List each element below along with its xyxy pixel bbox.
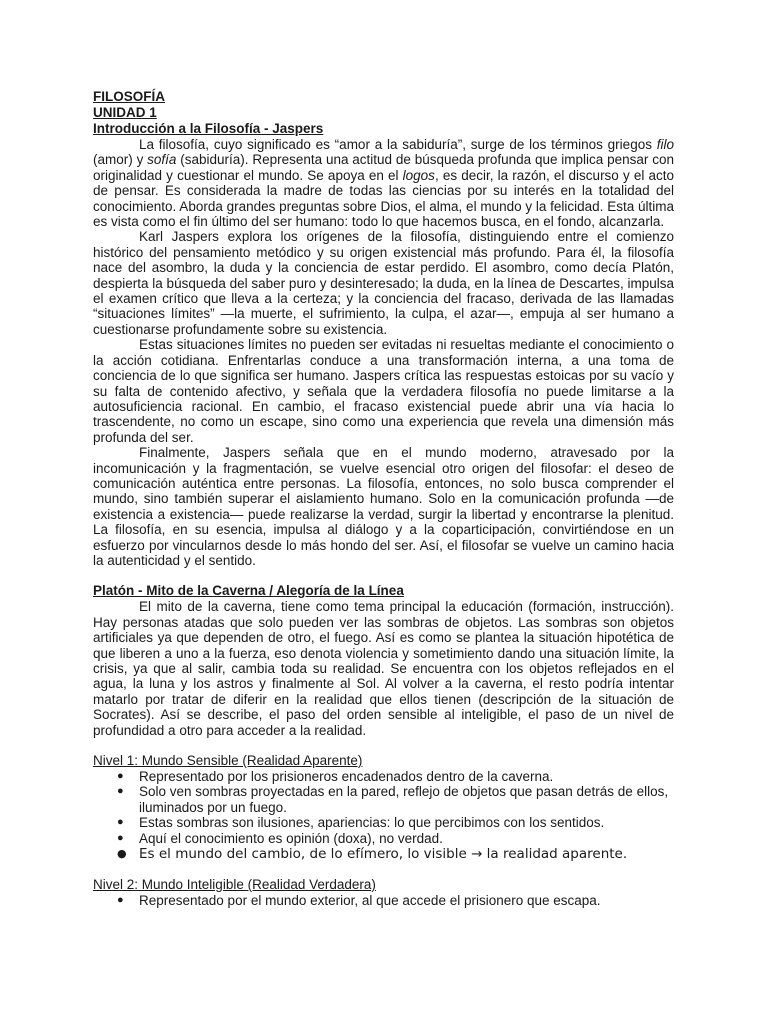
level-1-heading: Nivel 1: Mundo Sensible (Realidad Aparente) [93,753,363,769]
section-heading-jaspers: Introducción a la Filosofía - Jaspers [93,121,324,136]
paragraph-communication: Finalmente, Jaspers señala que en el mundo moderno, atravesado por la incomunicación y la fragmentación, se vuelve esencial otro origen del filosofar: el deseo de comunicación auténtica entre personas. La filosofía, entonces, no solo busca comprender el mundo, sino también superar el aislamiento humano. Solo en la comunicación profunda —de existencia a existencia— puede realizarse la verdad, surgir la libertad y encontrarse la plenitud. La filosofía, en su esencia, impulsa al diálogo y a la coparticipación, convirtiéndose en un esfuerzo por vincularnos desde lo más hondo del ser. Así, el filosofar se vuelve un camino hacia la autenticidad y el sentido. [93,445,674,568]
paragraph-caverna: El mito de la caverna, tiene como tema principal la educación (formación, instrucción). Hay personas atadas que solo pueden ver las sombras de objetos. Las sombras son objetos artificiales ya que dependen de otro, el fuego. Así es como se plantea la situación hipotética de que liberen a uno a la fuerza, eso denota violencia y sometimiento dando una situación límite, la crisis, ya que al salir, cambia toda su realidad. Se encuentra con los objetos reflejados en el agua, la luna y los astros y finalmente al Sol. Al volver a la caverna, el resto podría intentar matarlo por tratar de diferir en la realidad que ellos tienen (descripción de la situación de Socrates). Así se describe, el paso del orden sensible al inteligible, el paso de un nivel de profundidad a otro para acceder a la realidad. [93,599,674,738]
list-item-text: Estas sombras son ilusiones, apariencias: lo que percibimos con los sentidos. [139,815,605,831]
section-heading-platon: Platón - Mito de la Caverna / Alegoría de la Línea [93,583,404,599]
greek-term-sofia: sofía [147,152,177,168]
paragraph-text: La filosofía, cuyo significado es “amor a la sabiduría”, surge de los términos griegos [139,137,657,152]
bullet-icon: ● [117,847,127,861]
greek-term-logos: logos [402,167,435,183]
level-1-list [93,769,674,862]
list-item [117,784,674,815]
bullet-icon: ● [117,816,124,829]
paragraph-text: (sabiduría). Representa una actitud de búsqueda profunda que implica pensar con originalidad y cuestionar el mundo. Se apoya en el [93,152,674,183]
list-item-text: Representado por los prisioneros encadenados dentro de la caverna. [139,769,554,785]
greek-term-filo: filo [656,137,674,152]
paragraph-text: , es decir, la razón, el discurso y el acto de pensar. Es considerada la madre de todas las ciencias por su interés en la totalidad del conocimiento. Aborda grandes preguntas sobre Dios, el alma, el mundo y la felicidad. Esta última es vista como el fin último del ser humano: todo lo que hacemos busca, en el fondo, alcanzarla. [93,167,674,230]
level-2-list [93,893,674,908]
paragraph-limit-situations: Estas situaciones límites no pueden ser evitadas ni resueltas mediante el conocimiento o la acción cotidiana. Enfrentarlas conduce a una transformación interna, a una toma de conciencia de lo que significa ser humano. Jaspers crítica las respuestas estoicas por su vacío y su falta de contenido afectivo, y señala que la verdadera filosofía no puede limitarse a la autosuficiencia racional. En cambio, el fracaso existencial puede abrir una vía hacia lo trascendente, no como un escape, sino como una experiencia que revela una dimensión más profunda del ser. [93,337,674,445]
paragraph-jaspers-origins: Karl Jaspers explora los orígenes de la filosofía, distinguiendo entre el comienzo histórico del pensamiento metódico y su origen existencial más profundo. Para él, la filosofía nace del asombro, la duda y la conciencia de estar perdido. El asombro, como decía Platón, despierta la búsqueda del saber puro y desinteresado; la duda, en la línea de Descartes, impulsa el examen crítico que lleva a la certeza; y la conciencia del fracaso, derivada de las llamadas “situaciones límites” —la muerte, el sufrimiento, la culpa, el azar—, empuja al ser humano a cuestionarse profundamente sobre su existencia. [93,229,674,337]
bullet-icon: ● [117,831,124,844]
bullet-icon: ● [117,770,124,783]
unit-label: UNIDAD 1 [93,105,157,120]
list-item-text: Solo ven sombras proyectadas en la pared, reflejo de objetos que pasan detrás de ellos, iluminados por un fuego. [139,784,669,815]
paragraph-intro [93,137,674,229]
list-item [117,846,674,863]
document-title: FILOSOFÍA [93,89,165,104]
bullet-icon: ● [117,894,124,907]
list-item-text: Representado por el mundo exterior, al que accede el prisionero que escapa. [139,893,601,909]
paragraph-text: (amor) y [93,152,148,168]
list-item [117,893,674,909]
list-item [117,769,674,785]
level-2-heading: Nivel 2: Mundo Inteligible (Realidad Verdadera) [93,877,376,893]
list-item-text: Aquí el conocimiento es opinión (doxa), no verdad. [139,830,443,846]
bullet-icon: ● [117,785,124,798]
list-item [117,815,674,831]
list-item [117,830,674,846]
list-item-text: Es el mundo del cambio, de lo efímero, lo visible → la realidad aparente. [139,846,628,863]
